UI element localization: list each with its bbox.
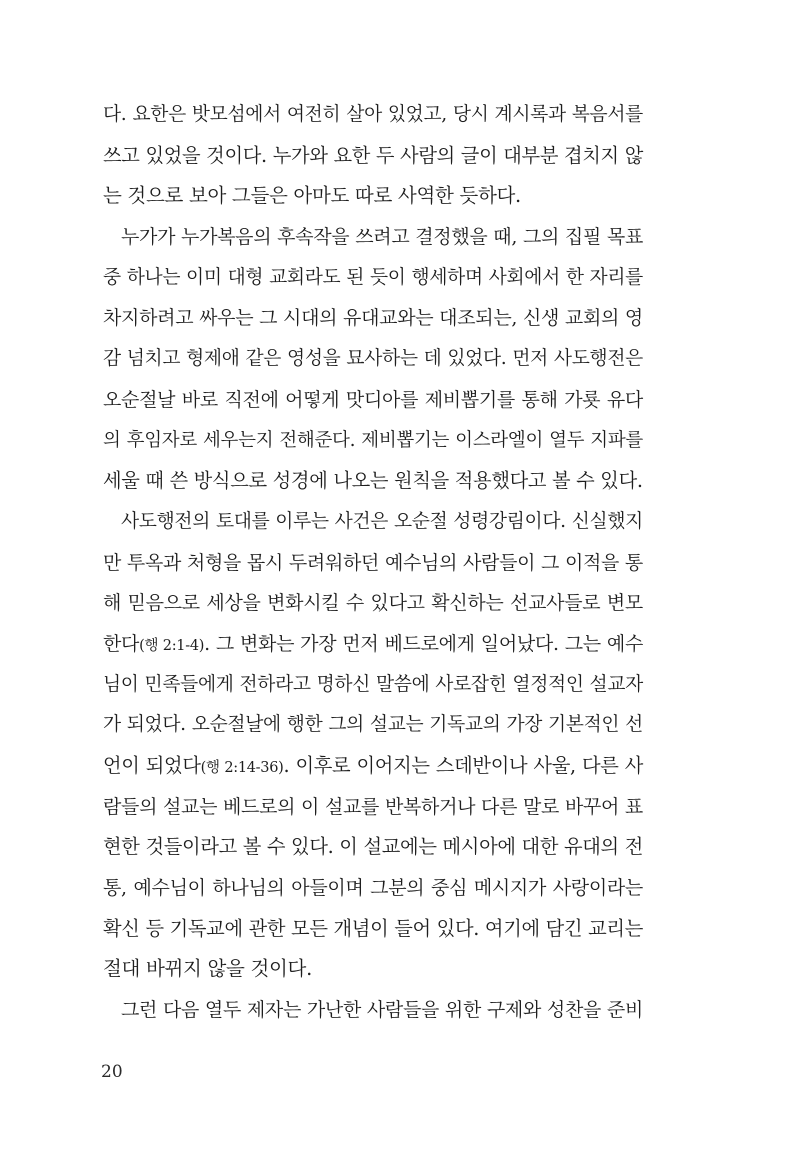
text-line: 사도행전의 토대를 이루는 사건은 오순절 성령강림이다. 신실했지 xyxy=(121,510,643,532)
text-line: 님이 민족들에게 전하라고 명하신 말씀에 사로잡힌 열정적인 설교자 xyxy=(103,673,643,695)
text-segment: . 이후로 이어지는 스데반이나 사울, 다른 사 xyxy=(283,754,644,777)
text-line: 감 넘치고 형제애 같은 영성을 묘사하는 데 있었다. 먼저 사도행전은 xyxy=(103,348,643,370)
text-line: 는 것으로 보아 그들은 아마도 따로 사역한 듯하다. xyxy=(103,184,521,208)
text-segment: . 그 변화는 가장 먼저 베드로에게 일어났다. 그는 예수 xyxy=(204,632,644,655)
text-line: 의 후임자로 세우는지 전해준다. 제비뽑기는 이스라엘이 열두 지파를 xyxy=(103,429,643,451)
text-line: 절대 바뀌지 않을 것이다. xyxy=(103,957,312,981)
scripture-reference: (행 2:14-36) xyxy=(200,760,284,776)
paragraph xyxy=(103,95,643,217)
text-line xyxy=(103,624,643,665)
paragraph xyxy=(103,990,643,1031)
paragraph xyxy=(103,217,643,502)
text-line: 가 되었다. 오순절날에 행한 그의 설교는 기독교의 가장 기본적인 선 xyxy=(103,714,643,736)
scripture-reference: (행 2:1-4) xyxy=(139,637,205,654)
text-line: 다. 요한은 밧모섬에서 여전히 살아 있었고, 당시 계시록과 복음서를 xyxy=(103,104,643,125)
text-line xyxy=(103,746,643,787)
text-line: 현한 것들이라고 볼 수 있다. 이 설교에는 메시아에 대한 유대의 전 xyxy=(103,835,643,859)
text-line: 쓰고 있었을 것이다. 누가와 요한 두 사람의 글이 대부분 겹치지 않 xyxy=(103,143,643,167)
text-segment: 한다 xyxy=(103,632,140,655)
text-line: 통, 예수님이 하나님의 아들이며 그분의 중심 메시지가 사랑이라는 xyxy=(103,877,643,900)
text-line: 누가가 누가복음의 후속작을 쓰려고 결정했을 때, 그의 집필 목표 xyxy=(121,226,643,249)
body-text xyxy=(103,95,643,1031)
text-line: 중 하나는 이미 대형 교회라도 된 듯이 행세하며 사회에서 한 자리를 xyxy=(103,266,643,288)
text-line: 해 믿음으로 세상을 변화시킬 수 있다고 확신하는 선교사들로 변모 xyxy=(103,592,643,615)
text-line: 만 투옥과 처형을 몹시 두려워하던 예수님의 사람들이 그 이적을 통 xyxy=(103,551,643,574)
text-line: 람들의 설교는 베드로의 이 설교를 반복하거나 다른 말로 바꾸어 표 xyxy=(103,795,643,818)
text-line: 오순절날 바로 직전에 어떻게 맛디아를 제비뽑기를 통해 가룟 유다 xyxy=(103,388,643,411)
text-line: 확신 등 기독교에 관한 모든 개념이 들어 있다. 여기에 담긴 교리는 xyxy=(103,916,643,940)
text-line: 세울 때 쓴 방식으로 성경에 나오는 원칙을 적용했다고 볼 수 있다. xyxy=(103,469,643,493)
text-line: 그런 다음 열두 제자는 가난한 사람들을 위한 구제와 성찬을 준비 xyxy=(121,999,643,1022)
text-segment: 언이 되었다 xyxy=(103,754,201,777)
paragraph xyxy=(103,502,643,990)
page-number: 20 xyxy=(101,1062,123,1082)
text-line: 차지하려고 싸우는 그 시대의 유대교와는 대조되는, 신생 교회의 영 xyxy=(103,307,643,330)
